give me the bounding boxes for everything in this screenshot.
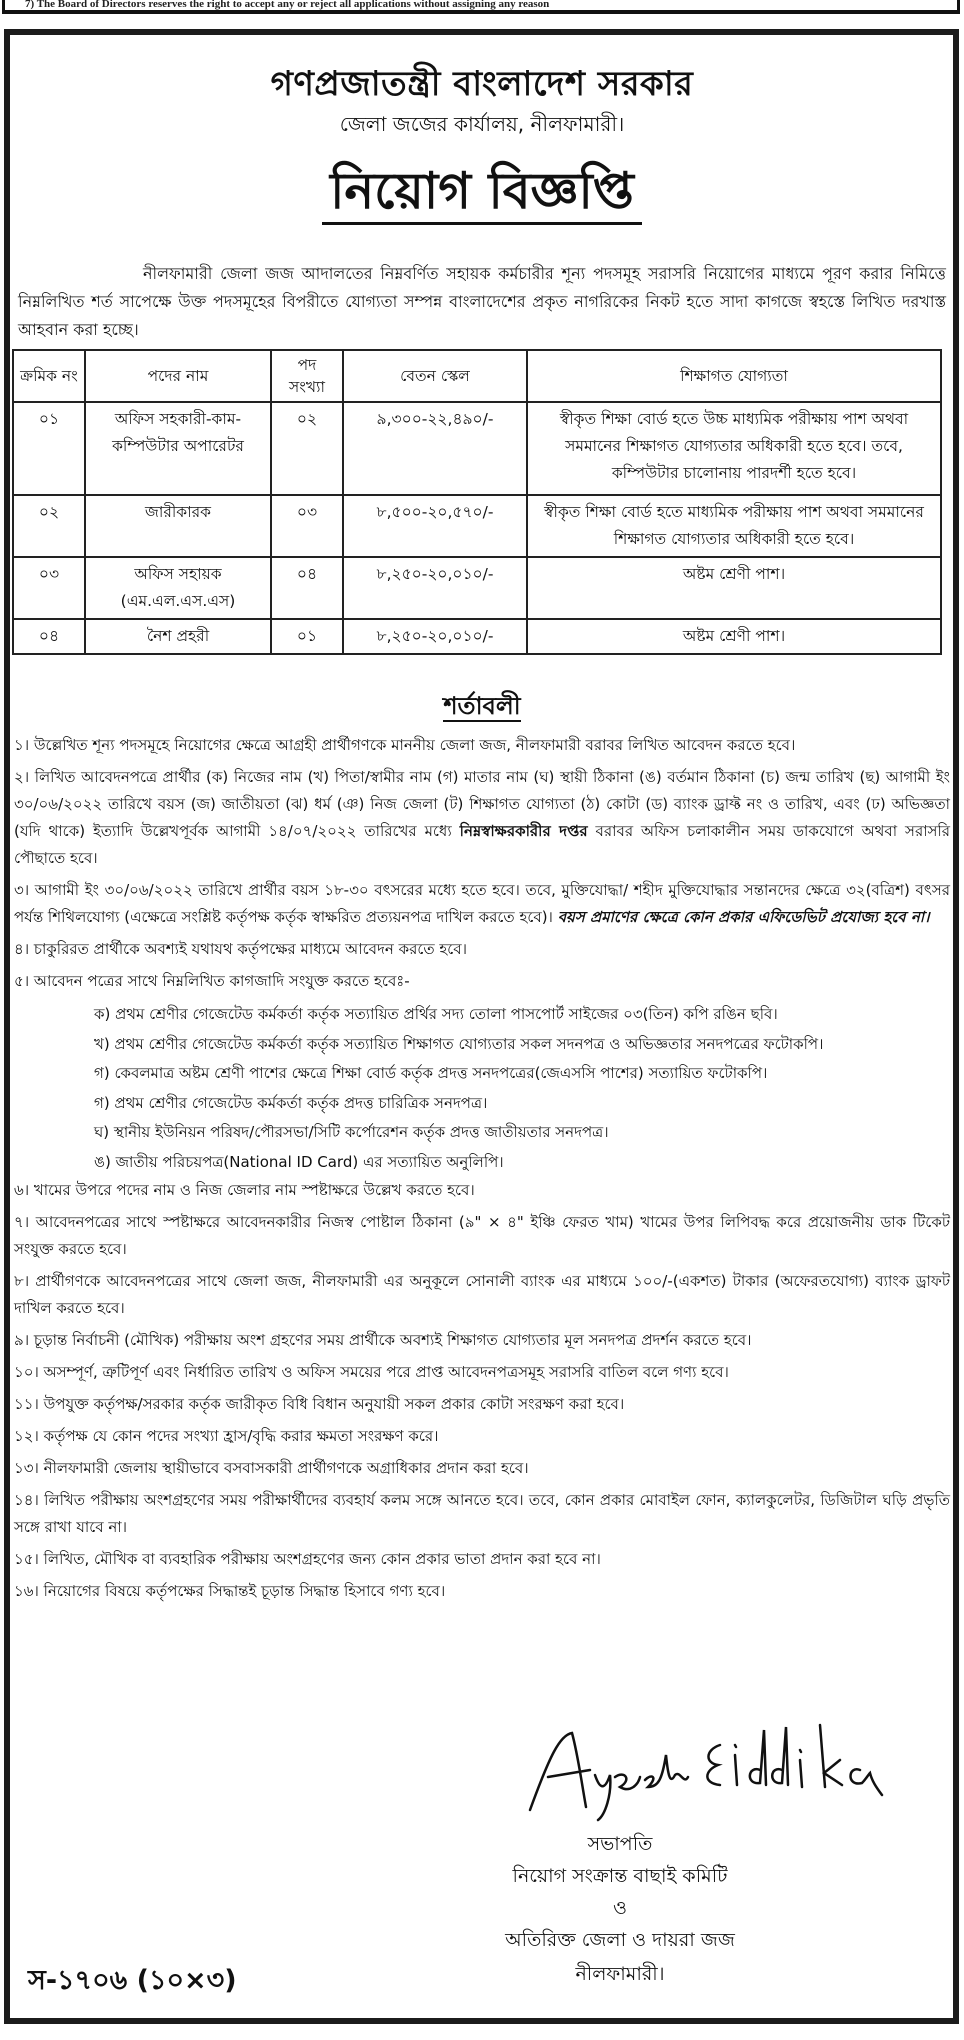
term-11: ১১। উপযুক্ত কর্তৃপক্ষ/সরকার কর্তৃক জারীকৃত বিধি বিধান অনুযায়ী সকল প্রকার কোটা সংরক্ষণ করা হবে। bbox=[14, 1395, 625, 1413]
post-count: ০৩ bbox=[271, 495, 343, 557]
term-3-bold: বয়স প্রমাণের ক্ষেত্রে কোন প্রকার এফিডেভিট প্রযোজ্য হবে না। bbox=[557, 908, 930, 926]
signatory-place: নীলফামারী। bbox=[575, 1963, 665, 1985]
table-row bbox=[13, 402, 941, 495]
required-documents bbox=[94, 1000, 950, 1177]
qualification: অষ্টম শ্রেণী পাশ। bbox=[527, 619, 941, 654]
signatory-designation: অতিরিক্ত জেলা ও দায়রা জজ bbox=[505, 1929, 735, 1951]
terms-title-text: শর্তাবলী bbox=[443, 692, 521, 720]
signatory-and: ও bbox=[613, 1897, 627, 1919]
term-3-text: ৩। আগামী ইং ৩০/০৬/২০২২ তারিখে প্রার্থীর বয়স ১৮-৩০ বৎসরের মধ্যে হতে হবে। তবে, মুক্তিযোদ্ধা/ শহীদ মুক্তিযোদ্ধার সন্তানদের ক্ষেত্রে ৩২(বত্রিশ) বৎসর পর্যন্ত শিথিলযোগ্য (এক্ষেত্রে সংশ্লিষ্ট কর্তৃপক্ষ কর্তৃক স্বাক্ষরিত প্রত্যয়নপত্র দাখিল করতে হবে)। bbox=[14, 881, 950, 926]
handwritten-signature bbox=[520, 1715, 940, 1825]
document-item: গ) কেবলমাত্র অষ্টম শ্রেণী পাশের ক্ষেত্রে শিক্ষা বোর্ড কর্তৃক প্রদত্ত সনদপত্রের(জেএসসি পাশের) সত্যায়িত ফটোকপি। bbox=[94, 1064, 768, 1082]
term-2-end: বরাবর অফিস চলাকালীন সময় ডাকযোগে অথবা সরাসরি পৌছাতে হবে। bbox=[14, 822, 950, 867]
post-name: অফিস সহায়ক (এম.এল.এস.এস) bbox=[85, 557, 271, 619]
previous-notice-fragment: 7) The Board of Directors reserves the right to accept any or reject all applications without assigning any reason bbox=[2, 0, 960, 14]
document-item: খ) প্রথম শ্রেণীর গেজেটেড কর্মকর্তা কর্তৃক সত্যায়িত শিক্ষাগত যোগ্যতার সকল সদনপত্র ও অভিজ্ঞতার সনদপত্রের ফটোকপি। bbox=[94, 1034, 824, 1053]
table-row bbox=[13, 619, 941, 654]
post-name: জারীকারক bbox=[85, 495, 271, 557]
term-16: ১৬। নিয়োগের বিষয়ে কর্তৃপক্ষের সিদ্ধান্তই চূড়ান্ত সিদ্ধান্ত হিসাবে গণ্য হবে। bbox=[14, 1582, 446, 1600]
term-12: ১২। কর্তৃপক্ষ যে কোন পদের সংখ্যা হ্রাস/বৃদ্ধি করার ক্ষমতা সংরক্ষণ করে। bbox=[14, 1427, 439, 1445]
notice-title-text: নিয়োগ বিজ্ঞপ্তি bbox=[322, 160, 642, 225]
document-item: ঘ) স্থানীয় ইউনিয়ন পরিষদ/পৌরসভা/সিটি কর্পোরেশন কর্তৃক প্রদত্ত জাতীয়তার সনদপত্র। bbox=[94, 1123, 609, 1141]
term-8: ৮। প্রার্থীগণকে আবেদনপত্রের সাথে জেলা জজ, নীলফামারী এর অনুকূলে সোনালী ব্যাংক এর মাধ্যমে ১০০/-(একশত) টাকার (অফেরতযোগ্য) ব্যাংক ড্রাফট দাখিল করতে হবে। bbox=[14, 1272, 950, 1317]
term-7: ৭। আবেদনপত্রের সাথে স্পষ্টাক্ষরে আবেদনকারীর নিজস্ব পোষ্টাল ঠিকানা (৯" × ৪" ইঞ্চি ফেরত খাম) খামের উপর লিপিবদ্ধ করে প্রয়োজনীয় ডাক টিকেট সংযুক্ত করতে হবে। bbox=[14, 1213, 950, 1258]
government-title: গণপ্রজাতন্ত্রী বাংলাদেশ সরকার bbox=[270, 64, 694, 104]
pay-scale: ৮,২৫০-২০,০১০/- bbox=[343, 619, 527, 654]
term-15: ১৫। লিখিত, মৌখিক বা ব্যবহারিক পরীক্ষায় অংশগ্রহণের জন্য কোন প্রকার ভাতা প্রদান করা হবে না। bbox=[14, 1550, 601, 1568]
term-14: ১৪। লিখিত পরীক্ষায় অংশগ্রহণের সময় পরীক্ষার্থীদের ব্যবহার্য কলম সঙ্গে আনতে হবে। তবে, কোন প্রকার মোবাইল ফোন, ক্যালকুলেটর, ডিজিটাল ঘড়ি প্রভৃতি সঙ্গে রাখা যাবে না। bbox=[14, 1491, 950, 1536]
pay-scale: ৮,২৫০-২০,০১০/- bbox=[343, 557, 527, 619]
term-2 bbox=[14, 764, 950, 872]
serial: ০৪ bbox=[13, 619, 85, 654]
term-5: ৫। আবেদন পত্রের সাথে নিম্নলিখিত কাগজাদি সংযুক্ত করতে হবেঃ- bbox=[14, 972, 410, 990]
terms-list bbox=[14, 732, 950, 1610]
term-10: ১০। অসম্পূর্ণ, ত্রুটিপূর্ণ এবং নির্ধারিত তারিখ ও অফিস সময়ের পরে প্রাপ্ত আবেদনপত্রসমূহ সরাসরি বাতিল বলে গণ্য হবে। bbox=[14, 1363, 729, 1381]
serial: ০৩ bbox=[13, 557, 85, 619]
post-name: অফিস সহকারী-কাম-কম্পিউটার অপারেটর bbox=[85, 402, 271, 495]
post-name: নৈশ প্রহরী bbox=[85, 619, 271, 654]
qualification: স্বীকৃত শিক্ষা বোর্ড হতে মাধ্যমিক পরীক্ষায় পাশ অথবা সমমানের শিক্ষাগত যোগ্যতার অধিকারী হতে হবে। bbox=[527, 495, 941, 557]
post-count: ০২ bbox=[271, 402, 343, 495]
document-item: গ) প্রথম শ্রেণীর গেজেটেড কর্মকর্তা কর্তৃক প্রদত্ত চারিত্রিক সনদপত্র। bbox=[94, 1093, 488, 1112]
pay-scale: ৯,৩০০-২২,৪৯০/- bbox=[343, 402, 527, 495]
table-row bbox=[13, 495, 941, 557]
document-item: ঙ) জাতীয় পরিচয়পত্র(National ID Card) এর সত্যায়িত অনুলিপি। bbox=[94, 1152, 504, 1171]
post-count: ০৪ bbox=[271, 557, 343, 619]
post-count: ০১ bbox=[271, 619, 343, 654]
header-pay-scale: বেতন স্কেল bbox=[343, 350, 527, 402]
header-post-name: পদের নাম bbox=[85, 350, 271, 402]
term-3 bbox=[14, 877, 950, 931]
qualification: অষ্টম শ্রেণী পাশ। bbox=[527, 557, 941, 619]
term-9: ৯। চূড়ান্ত নির্বাচনী (মৌখিক) পরীক্ষায় অংশ গ্রহণের সময় প্রার্থীকে অবশ্যই শিক্ষাগত যোগ্যতার মূল সনদপত্র প্রদর্শন করতে হবে। bbox=[14, 1331, 752, 1349]
table-row bbox=[13, 557, 941, 619]
serial: ০১ bbox=[13, 402, 85, 495]
intro-paragraph: নীলফামারী জেলা জজ আদালতের নিম্নবর্ণিত সহায়ক কর্মচারীর শূন্য পদসমূহ সরাসরি নিয়োগের মাধ্যমে পূরণ করার নিমিত্তে নিম্নলিখিত শর্ত সাপেক্ষে উক্ত পদসমূহের বিপরীতে যোগ্যতা সম্পন্ন বাংলাদেশের প্রকৃত নাগরিকের নিকট হতে সাদা কাগজে স্বহস্তে লিখিত দরখাস্ত আহবান করা হচ্ছে। bbox=[18, 264, 946, 339]
signatory-committee: নিয়োগ সংক্রান্ত বাছাই কমিটি bbox=[512, 1865, 728, 1887]
notice-title bbox=[0, 160, 964, 225]
term-1: ১। উল্লেখিত শূন্য পদসমূহে নিয়োগের ক্ষেত্রে আগ্রহী প্রার্থীগণকে মাননীয় জেলা জজ, নীলফামারী বরাবর লিখিত আবেদন করতে হবে। bbox=[14, 736, 796, 754]
serial: ০২ bbox=[13, 495, 85, 557]
document-item: ক) প্রথম শ্রেণীর গেজেটেড কর্মকর্তা কর্তৃক সত্যায়িত প্রর্থির সদ্য তোলা পাসপোর্ট সাইজের ০৩(তিন) কপি রঙিন ছবি। bbox=[94, 1005, 778, 1023]
term-2-text: ২। লিখিত আবেদনপত্রে প্রার্থীর (ক) নিজের নাম (খ) পিতা/স্বামীর নাম (গ) মাতার নাম (ঘ) স্থায়ী ঠিকানা (ঙ) বর্তমান ঠিকানা (চ) জন্ম তারিখ (ছ) আগামী ইং ৩০/০৬/২০২২ তারিখে বয়স (জ) জাতীয়তা (ঝ) ধর্ম (ঞ) নিজ জেলা (ট) শিক্ষাগত যোগ্যতা (ঠ) কোটা (ড) ব্যাংক ড্রাফ্ট নং ও তারিখ, এবং (ঢ) অভিজ্ঞতা (যদি থাকে) ইত্যাদি উল্লেখপূর্বক আগামী ১৪/০৭/২০২২ তারিখের মধ্যে bbox=[14, 768, 950, 840]
term-13: ১৩। নীলফামারী জেলায় স্থায়ীভাবে বসবাসকারী প্রার্থীগণকে অগ্রাধিকার প্রদান করা হবে। bbox=[14, 1459, 529, 1477]
header-post-count: পদ সংখ্যা bbox=[271, 350, 343, 402]
header-serial: ক্রমিক নং bbox=[13, 350, 85, 402]
term-4: ৪। চাকুরিরত প্রার্থীকে অবশ্যই যথাযথ কর্তৃপক্ষের মাধ্যমে আবেদন করতে হবে। bbox=[14, 940, 468, 958]
pay-scale: ৮,৫০০-২০,৫৭০/- bbox=[343, 495, 527, 557]
qualification: স্বীকৃত শিক্ষা বোর্ড হতে উচ্চ মাধ্যমিক পরীক্ষায় পাশ অথবা সমমানের শিক্ষাগত যোগ্যতার অধিকারী হতে হবে। তবে, কম্পিউটার চালোনায় পারদর্শী হতে হবে। bbox=[527, 402, 941, 495]
term-6: ৬। খামের উপরে পদের নাম ও নিজ জেলার নাম স্পষ্টাক্ষরে উল্লেখ করতে হবে। bbox=[14, 1181, 475, 1199]
signatory-role: সভাপতি bbox=[587, 1833, 653, 1855]
terms-title bbox=[0, 688, 964, 728]
header-qualification: শিক্ষাগত যোগ্যতা bbox=[527, 350, 941, 402]
office-name: জেলা জজের কার্যালয়, নীলফামারী। bbox=[339, 112, 625, 136]
posts-table bbox=[12, 349, 942, 655]
term-2-bold: নিম্নস্বাক্ষরকারীর দপ্তর bbox=[459, 822, 588, 840]
memo-code: স-১৭০৬ (১০×৩) bbox=[28, 1965, 237, 1996]
table-header-row bbox=[13, 350, 941, 402]
